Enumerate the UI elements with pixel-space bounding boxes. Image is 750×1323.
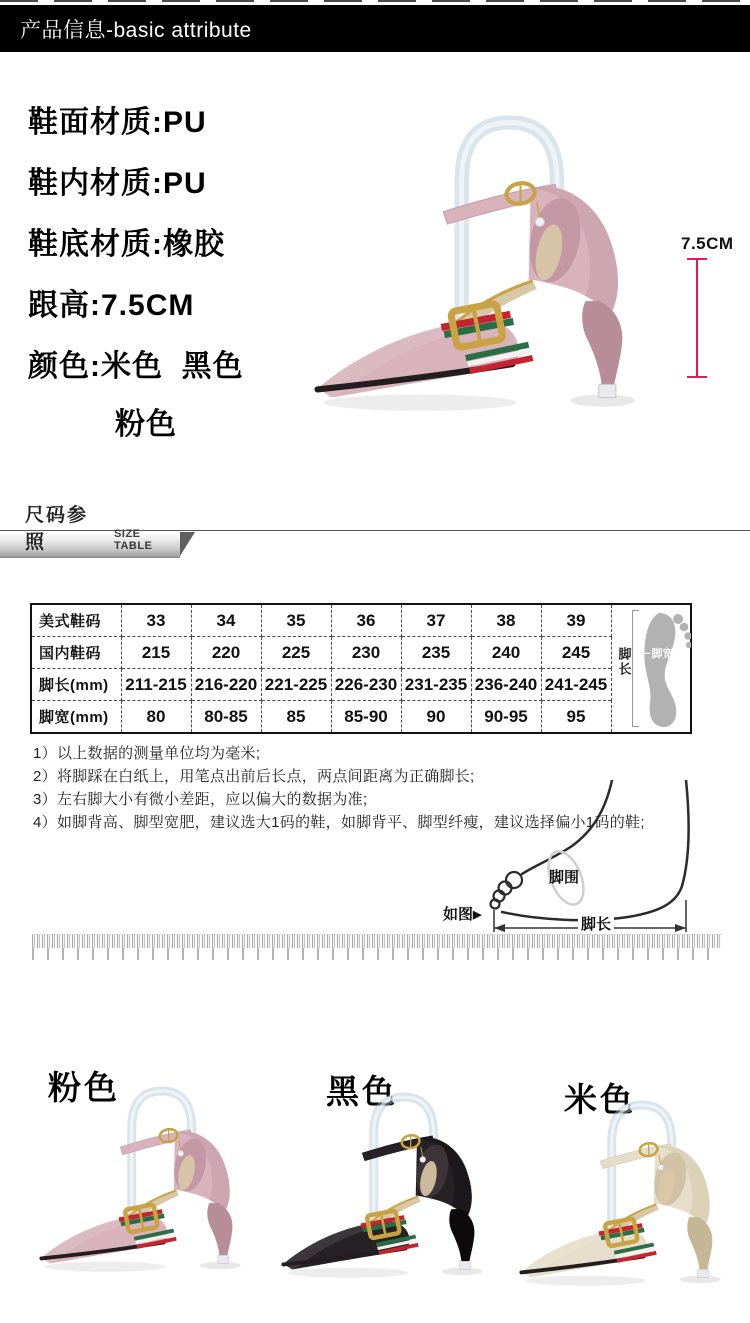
cell: 85 xyxy=(261,701,331,734)
variant-label-black: 黑色 xyxy=(326,1073,398,1110)
cell: 37 xyxy=(401,604,471,637)
cell: 35 xyxy=(261,604,331,637)
foot-sketch-diagram xyxy=(478,780,702,932)
foot-measurement-icon-cell xyxy=(611,604,691,733)
attr-sole-material: 鞋底材质:橡胶 xyxy=(28,227,225,261)
heel-measure-line xyxy=(687,258,707,378)
section-banner-basic-attribute xyxy=(0,5,750,52)
size-bar-arrow-icon xyxy=(180,532,195,556)
attr-heel-height: 跟高:7.5CM xyxy=(28,288,195,322)
cell: 245 xyxy=(541,637,611,669)
variant-image-black xyxy=(268,1078,510,1288)
cell: 80-85 xyxy=(191,701,261,734)
cell: 33 xyxy=(121,604,191,637)
main-product-image xyxy=(293,92,679,427)
foot-length-label: 脚长 xyxy=(616,647,632,677)
top-edge-line xyxy=(0,0,750,2)
attr-colors: 颜色:米色 黑色 xyxy=(28,349,244,383)
pink-shoe-illustration xyxy=(293,92,679,427)
cell: 90 xyxy=(401,701,471,734)
row-header: 美式鞋码 xyxy=(31,604,121,637)
row-header: 脚长(mm) xyxy=(31,669,121,701)
beige-shoe-illustration xyxy=(506,1086,748,1296)
section-divider-line xyxy=(0,530,750,531)
note-1: 1）以上数据的测量单位均为毫米; xyxy=(33,745,261,762)
table-row-foot-length xyxy=(31,669,691,701)
cell: 216-220 xyxy=(191,669,261,701)
row-header: 脚宽(mm) xyxy=(31,701,121,734)
cell: 235 xyxy=(401,637,471,669)
foot-girth-label: 脚围 xyxy=(549,869,580,886)
black-shoe-illustration xyxy=(268,1078,510,1288)
banner-title: 产品信息-basic attribute xyxy=(20,18,252,42)
size-table xyxy=(30,603,692,734)
cell: 38 xyxy=(471,604,541,637)
cell: 236-240 xyxy=(471,669,541,701)
heel-height-label: 7.5CM xyxy=(681,234,734,253)
cell: 221-225 xyxy=(261,669,331,701)
cell: 240 xyxy=(471,637,541,669)
cell: 34 xyxy=(191,604,261,637)
note-2: 2）将脚踩在白纸上，用笔点出前后长点，两点间距离为正确脚长; xyxy=(33,768,475,785)
variant-label-pink: 粉色 xyxy=(48,1069,120,1106)
pink-shoe-illustration xyxy=(26,1072,268,1282)
note-4: 4）如脚背高、脚型宽肥，建议选大1码的鞋，如脚背平、脚型纤瘦，建议选择偏小1码的鞋; xyxy=(33,814,645,831)
footprint-icon xyxy=(637,607,691,731)
table-row-cn-size xyxy=(31,637,691,669)
as-shown-label: 如图▶ xyxy=(443,906,482,923)
attr-colors-cont: 粉色 xyxy=(115,408,177,441)
cell: 226-230 xyxy=(331,669,401,701)
note-3: 3）左右脚大小有微小差距，应以偏大的数据为准; xyxy=(33,791,368,808)
attr-upper-material: 鞋面材质:PU xyxy=(28,105,207,139)
variant-image-beige xyxy=(506,1086,748,1296)
cell: 90-95 xyxy=(471,701,541,734)
cell: 36 xyxy=(331,604,401,637)
attribute-list xyxy=(28,88,244,449)
row-header: 国内鞋码 xyxy=(31,637,121,669)
ruler-graphic xyxy=(32,934,722,962)
right-arrow-icon: ▶ xyxy=(473,909,482,921)
foot-width-label: ⊢脚宽⊣ xyxy=(641,648,684,660)
variant-image-pink xyxy=(26,1072,268,1282)
cell: 220 xyxy=(191,637,261,669)
cell: 230 xyxy=(331,637,401,669)
cell: 85-90 xyxy=(331,701,401,734)
cell: 80 xyxy=(121,701,191,734)
cell: 225 xyxy=(261,637,331,669)
size-table-header-bar xyxy=(0,505,180,558)
ruler-fine-ticks xyxy=(32,934,722,948)
cell: 95 xyxy=(541,701,611,734)
ruler-long-ticks xyxy=(32,948,722,960)
cell: 211-215 xyxy=(121,669,191,701)
table-row-foot-width xyxy=(31,701,691,734)
cell: 215 xyxy=(121,637,191,669)
size-table-title-cn: 尺码参照 xyxy=(25,505,89,553)
cell: 39 xyxy=(541,604,611,637)
cell: 231-235 xyxy=(401,669,471,701)
size-table-title-en: SIZE TABLE xyxy=(114,528,153,552)
attr-lining-material: 鞋内材质:PU xyxy=(28,166,207,200)
table-row-us-size xyxy=(31,604,691,637)
cell: 241-245 xyxy=(541,669,611,701)
variant-label-beige: 米色 xyxy=(564,1081,636,1118)
foot-length-label: 脚长 xyxy=(578,913,614,934)
